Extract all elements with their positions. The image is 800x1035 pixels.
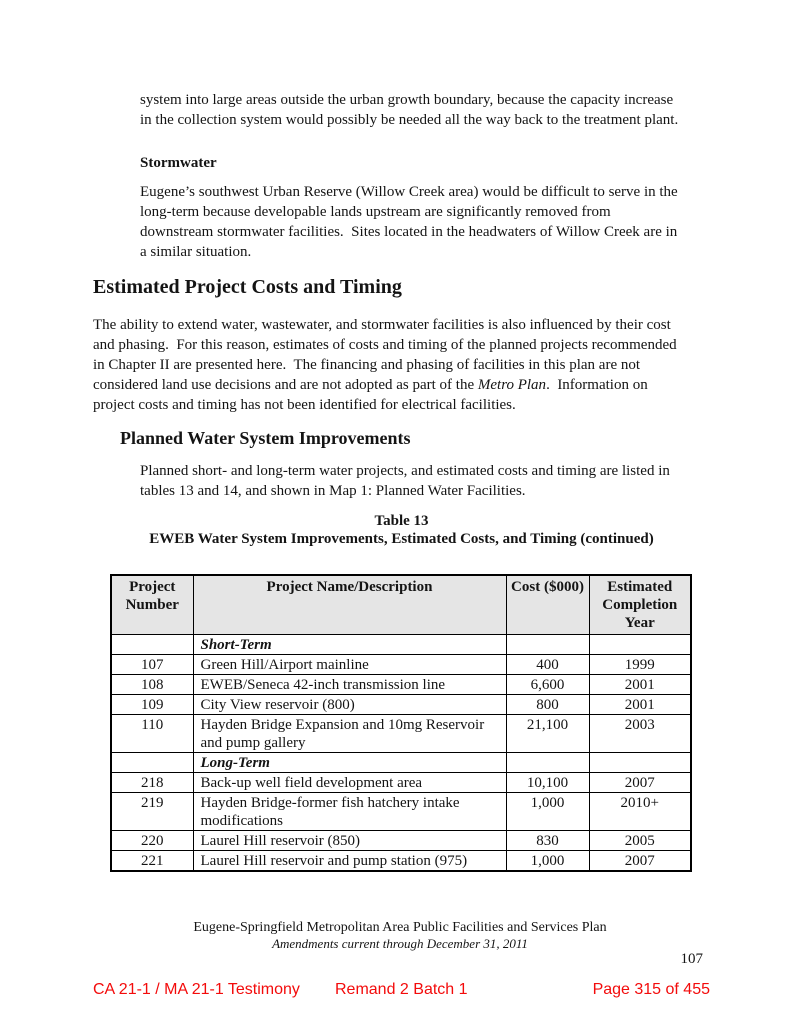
paragraph-line: in the collection system would possibly be needed all the way back to the treatment plant. xyxy=(140,112,679,128)
paragraph-line: The ability to extend water, wastewater, and stormwater facilities is also influenced by their cost xyxy=(93,317,671,333)
table13-caption xyxy=(93,512,710,548)
cell-year: 2010+ xyxy=(589,793,691,831)
cell-project-name: Laurel Hill reservoir (850) xyxy=(193,831,506,851)
cell-project-number: 109 xyxy=(111,695,193,715)
cell-project-number: 221 xyxy=(111,851,193,872)
heading-planned-water-improvements: Planned Water System Improvements xyxy=(120,428,411,448)
cell-project-name: Green Hill/Airport mainline xyxy=(193,655,506,675)
heading-estimated-project-costs: Estimated Project Costs and Timing xyxy=(93,276,402,298)
table-row xyxy=(111,851,691,872)
table-row xyxy=(111,831,691,851)
cell-project-number: 218 xyxy=(111,773,193,793)
cell-year: 2005 xyxy=(589,831,691,851)
cell-cost: 830 xyxy=(506,831,589,851)
stamp-batch-label: Remand 2 Batch 1 xyxy=(335,981,468,998)
footer-plan-title: Eugene-Springfield Metropolitan Area Public Facilities and Services Plan xyxy=(193,920,607,935)
cell-cost xyxy=(506,753,589,773)
cell-cost: 400 xyxy=(506,655,589,675)
table-row xyxy=(111,793,691,831)
cell-project-number: 220 xyxy=(111,831,193,851)
cell-year: 2007 xyxy=(589,851,691,872)
cell-project-number: 108 xyxy=(111,675,193,695)
paragraph-line: system into large areas outside the urban growth boundary, because the capacity increase xyxy=(140,92,674,108)
cell-project-number: 110 xyxy=(111,715,193,753)
cell-project-name: EWEB/Seneca 42-inch transmission line xyxy=(193,675,506,695)
cell-cost: 1,000 xyxy=(506,851,589,872)
paragraph-line: project costs and timing has not been identified for electrical facilities. xyxy=(93,397,516,413)
table13 xyxy=(110,574,692,872)
paragraph-line: Eugene’s southwest Urban Reserve (Willow Creek area) would be difficult to serve in the xyxy=(140,184,678,200)
cell-project-number: 219 xyxy=(111,793,193,831)
paragraph-line: a similar situation. xyxy=(140,244,252,260)
col-header-project-name: Project Name/Description xyxy=(193,575,506,635)
table13-caption-number: Table 13 xyxy=(374,513,429,529)
paragraph-collection-system xyxy=(140,90,678,130)
table-header-row xyxy=(111,575,691,635)
col-header-project-number: Project Number xyxy=(111,575,193,635)
stamp-testimony-label: CA 21-1 / MA 21-1 Testimony xyxy=(93,981,300,998)
cell-cost: 21,100 xyxy=(506,715,589,753)
cell-cost: 10,100 xyxy=(506,773,589,793)
cell-project-name: Hayden Bridge Expansion and 10mg Reservoir and pump gallery xyxy=(193,715,506,753)
cell-project-name: Back-up well field development area xyxy=(193,773,506,793)
cell-cost: 1,000 xyxy=(506,793,589,831)
text-segment: . Information on xyxy=(546,377,648,393)
paragraph-costs-timing xyxy=(93,315,677,415)
cell-project-name: Short-Term xyxy=(193,635,506,655)
text-segment: considered land use decisions and are not adopted as part of the xyxy=(93,377,478,393)
cell-project-name: Hayden Bridge-former fish hatchery intake modifications xyxy=(193,793,506,831)
paragraph-line: in Chapter II are presented here. The financing and phasing of facilities in this plan are not xyxy=(93,357,641,373)
cell-project-name: Laurel Hill reservoir and pump station (975) xyxy=(193,851,506,872)
cell-year: 2003 xyxy=(589,715,691,753)
table-row-section-long-term xyxy=(111,753,691,773)
table13-caption-title: EWEB Water System Improvements, Estimated Costs, and Timing (continued) xyxy=(149,531,654,547)
cell-year xyxy=(589,753,691,773)
cell-year: 2007 xyxy=(589,773,691,793)
table-row xyxy=(111,773,691,793)
cell-cost xyxy=(506,635,589,655)
paragraph-line: tables 13 and 14, and shown in Map 1: Planned Water Facilities. xyxy=(140,483,526,499)
col-header-cost: Cost ($000) xyxy=(506,575,589,635)
legal-stamp xyxy=(93,981,710,1001)
cell-project-number xyxy=(111,635,193,655)
table-row xyxy=(111,715,691,753)
paragraph-line: and phasing. For this reason, estimates of costs and timing of the planned projects recommended xyxy=(93,337,677,353)
table-row xyxy=(111,655,691,675)
paragraph-line: long-term because developable lands upstream are significantly removed from xyxy=(140,204,611,220)
cell-year xyxy=(589,635,691,655)
cell-year: 2001 xyxy=(589,675,691,695)
cell-cost: 800 xyxy=(506,695,589,715)
footer-amendments-note: Amendments current through December 31, 2011 xyxy=(272,936,528,951)
cell-year: 2001 xyxy=(589,695,691,715)
cell-project-name: Long-Term xyxy=(193,753,506,773)
paragraph-line: downstream stormwater facilities. Sites located in the headwaters of Willow Creek are in xyxy=(140,224,678,240)
paragraph-line: Planned short- and long-term water projects, and estimated costs and timing are listed in xyxy=(140,463,670,479)
stamp-page-indicator: Page 315 of 455 xyxy=(592,981,710,998)
table-row-section-short-term xyxy=(111,635,691,655)
cell-project-number: 107 xyxy=(111,655,193,675)
paragraph-stormwater xyxy=(140,182,678,262)
cell-project-number xyxy=(111,753,193,773)
cell-year: 1999 xyxy=(589,655,691,675)
cell-cost: 6,600 xyxy=(506,675,589,695)
table-row xyxy=(111,695,691,715)
heading-stormwater: Stormwater xyxy=(140,155,217,171)
page-number: 107 xyxy=(680,951,703,967)
paragraph-line-metro-plan xyxy=(93,375,677,395)
table-row xyxy=(111,675,691,695)
col-header-completion-year: Estimated Completion Year xyxy=(589,575,691,635)
cell-project-name: City View reservoir (800) xyxy=(193,695,506,715)
metro-plan-italic: Metro Plan xyxy=(477,377,547,393)
paragraph-planned-water-projects xyxy=(140,461,670,501)
